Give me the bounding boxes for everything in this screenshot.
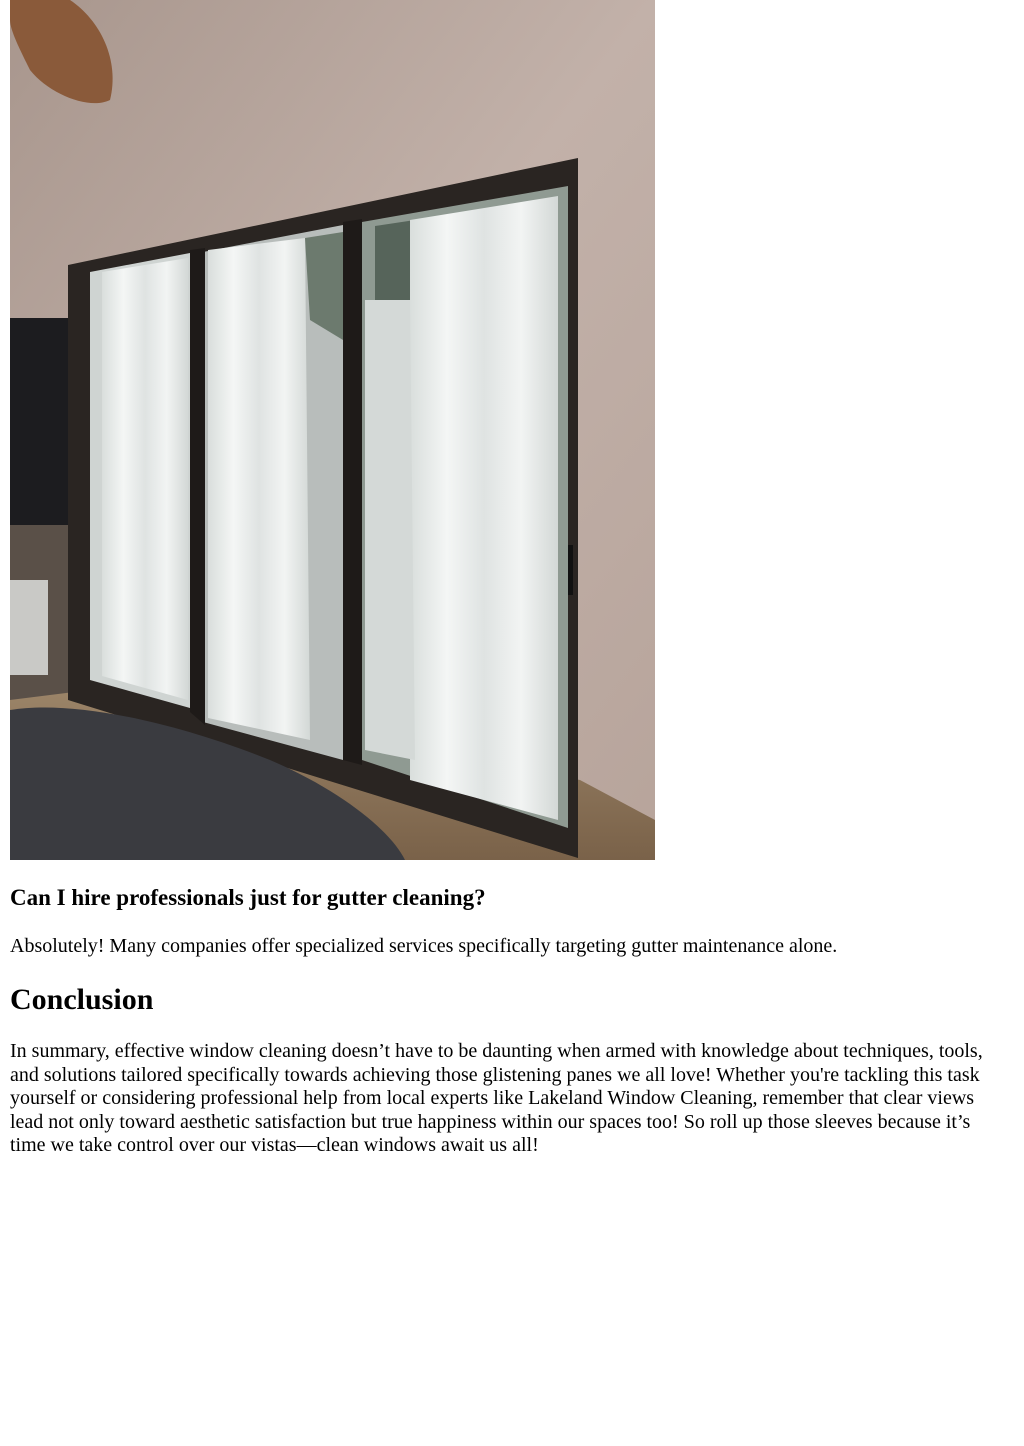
right-curtain — [410, 196, 558, 820]
right-curtain-edge — [365, 300, 415, 760]
grill-hood — [10, 318, 72, 530]
faq-answer: Absolutely! Many companies offer specialized services specifically targeting gutter maintenance alone. — [10, 935, 838, 957]
patio-door-illustration — [10, 0, 655, 860]
conclusion-heading: Conclusion — [10, 983, 154, 1017]
patio-door-photo — [10, 0, 655, 860]
middle-curtain — [208, 238, 310, 740]
left-curtain — [102, 258, 188, 700]
conclusion-paragraph: In summary, effective window cleaning doesn’t have to be daunting when armed with knowledge about techniques, tools, and solutions tailored specifically towards achieving those glistening panes we all love! Whether you're tackling this task yourself or considering professional help from local experts like Lakeland Window Cleaning, remember that clear views lead not only toward aesthetic satisfaction but true happiness within our spaces too! So roll up those sleeves because it’s time we take control over our vistas—clean windows await us all! — [10, 1040, 983, 1157]
article-page — [10, 0, 1010, 1157]
faq-heading: Can I hire professionals just for gutter cleaning? — [10, 885, 486, 910]
mullion-right — [343, 219, 362, 765]
mullion-left — [190, 248, 205, 725]
door-handle — [568, 545, 573, 595]
stainless-drawer — [10, 580, 48, 675]
